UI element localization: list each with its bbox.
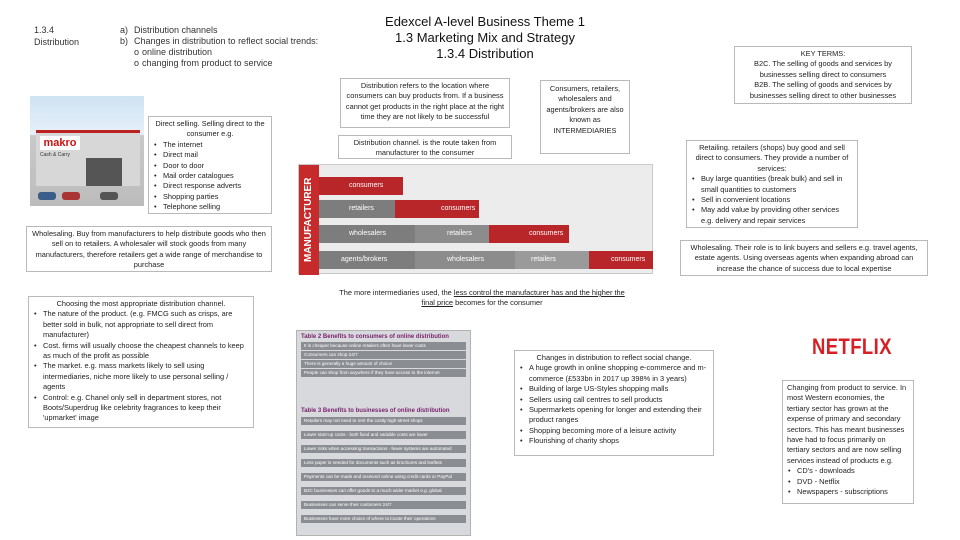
- channel-row-1: [319, 177, 403, 195]
- distribution-channel-definition: Distribution channel. is the route taken from manufacturer to the consumer: [338, 135, 512, 159]
- makro-sign: makro: [40, 136, 80, 150]
- list-item: • Direct response adverts: [153, 181, 267, 191]
- table-row: Retailers may not need to rent the costly high-street shops: [301, 417, 466, 425]
- store-entrance: [86, 158, 122, 186]
- retailing-intro: Retailing. retailers (shops) buy good and sell direct to consumers. They provide a number of services:: [695, 143, 849, 173]
- list-item: • Building of large US-Styles shopping malls: [519, 384, 709, 394]
- list-item: • Direct mail: [153, 150, 267, 160]
- channel-cell: wholesalers: [447, 256, 484, 263]
- choosing-channel-box: [28, 296, 254, 428]
- list-item: • Control: e.g. Chanel only sell in department stores, not Boots/Superdrug like celebrity fragrances to keep their 'upmarket' image: [33, 393, 249, 424]
- car: [100, 192, 118, 200]
- channel-cell: retailers: [447, 230, 472, 237]
- list-item: • Shopping parties: [153, 192, 267, 202]
- channel-cell: consumers: [349, 182, 384, 189]
- choosing-intro: Choosing the most appropriate distribution channel.: [56, 299, 226, 308]
- list-item: • Telephone selling: [153, 202, 267, 212]
- table-row: Businesses have more choice of where to locate their operations: [301, 515, 466, 523]
- spec-subitem: o online distribution: [134, 47, 213, 57]
- key-term-b2c: B2C. The selling of goods and services by businesses selling direct to consumers: [754, 59, 892, 79]
- channel-cell: agents/brokers: [341, 256, 388, 263]
- direct-selling-box: [148, 116, 272, 214]
- retailing-list: [691, 174, 853, 226]
- list-item: • DVD - Netflix: [787, 477, 909, 487]
- table-row: There is generally a huge amount of choice: [301, 360, 466, 368]
- product-to-service-list: [787, 466, 909, 497]
- spec-list: [120, 25, 330, 69]
- car: [62, 192, 80, 200]
- spec-topic: Distribution: [34, 37, 80, 47]
- retailing-box: [686, 140, 858, 228]
- table-row: People can shop from anywhere if they have access to the internet: [301, 369, 466, 377]
- list-item: • Shopping becoming more of a leisure activity: [519, 426, 709, 436]
- spec-subitem: o changing from product to service: [134, 58, 273, 68]
- table-row: It is cheaper because online retailers often have lower costs: [301, 342, 466, 350]
- list-item: • Supermarkets opening for longer and extending their product ranges: [519, 405, 709, 426]
- table-row: Payments can be made and received online using credit cards or PayPal: [301, 473, 466, 481]
- table3-title: Table 3 Benefits to businesses of online distribution: [301, 408, 450, 414]
- intermediaries-definition: Consumers, retailers, wholesalers and agents/brokers are also known as INTERMEDIARIES: [540, 80, 630, 154]
- table-row: Consumers can shop 24/7: [301, 351, 466, 359]
- makro-store-image: [30, 96, 144, 206]
- channel-row-3: [319, 225, 569, 243]
- product-to-service-box: [782, 380, 914, 504]
- list-item: • May add value by providing other services e.g. delivery and repair services: [691, 205, 853, 226]
- manufacturer-label: MANUFACTURER: [299, 165, 319, 275]
- wholesaling-right-box: Wholesaling. Their role is to link buyers and sellers e.g. travel agents, estate agents. Using overseas agents when expanding abroad can increase the chance of success due to local expertise: [680, 240, 928, 276]
- changes-intro: Changes in distribution to reflect social change.: [536, 353, 692, 362]
- online-distribution-tables: [296, 330, 471, 536]
- table-row: Lower start-up costs - both fixed and variable costs are lower: [301, 431, 466, 439]
- page-title: Edexcel A-level Business Theme 1 1.3 Marketing Mix and Strategy 1.3.4 Distribution: [385, 14, 585, 61]
- choosing-list: [33, 309, 249, 423]
- makro-sub-sign: Cash & Carry: [40, 152, 71, 158]
- list-item: • Cost. firms will usually choose the cheapest channels to keep as much of the profit as possible: [33, 341, 249, 362]
- table2-title: Table 2 Benefits to consumers of online distribution: [301, 334, 449, 340]
- channel-cell: retailers: [531, 256, 556, 263]
- car: [38, 192, 56, 200]
- wholesaling-left-box: Wholesaling. Buy from manufacturers to help distribute goods who then sell on to retailers. A wholesaler will stock goods from many manufacturers, therefore retailers get a wide range of merchandise to purchase: [26, 226, 272, 272]
- channel-cell: consumers: [529, 230, 564, 237]
- list-item: • Flourishing of charity shops: [519, 436, 709, 446]
- list-item: • A huge growth in online shopping e-commerce and m-commerce (£533bn in 2017 up 398% in 3 years): [519, 363, 709, 384]
- list-item: • Mail order catalogues: [153, 171, 267, 181]
- table-row: Businesses can serve their customers 24/7: [301, 501, 466, 509]
- channel-cell: consumers: [441, 205, 476, 212]
- spec-item-b: b) Changes in distribution to reflect social trends:: [120, 36, 319, 46]
- list-item: • Sell in convenient locations: [691, 195, 853, 205]
- channel-cell: wholesalers: [349, 230, 386, 237]
- spec-item-a: a) Distribution channels: [120, 25, 218, 35]
- distribution-definition: Distribution refers to the location where consumers can buy products from. If a business cannot get products in the right place at the right time they are not likely to be successful: [340, 78, 510, 128]
- list-item: • CD's - downloads: [787, 466, 909, 476]
- key-terms-box: [734, 46, 912, 104]
- table-row: B2C businesses can offer goods to a much wider market e.g. global: [301, 487, 466, 495]
- key-term-b2b: B2B. The selling of goods and services by businesses selling direct to other businesses: [749, 80, 897, 100]
- list-item: • The internet: [153, 140, 267, 150]
- distribution-channel-diagram: [298, 164, 653, 274]
- netflix-logo: NETFLIX: [812, 334, 892, 359]
- list-item: • Newspapers - subscriptions: [787, 487, 909, 497]
- channel-row-4: [319, 251, 653, 269]
- list-item: • Buy large quantities (break bulk) and sell in small quantities to customers: [691, 174, 853, 195]
- changes-box: [514, 350, 714, 456]
- direct-selling-list: [153, 140, 267, 213]
- direct-selling-intro: Direct selling. Selling direct to the consumer e.g.: [155, 119, 265, 139]
- spec-code: 1.3.4: [34, 25, 55, 35]
- intermediaries-note: The more intermediaries used, the less control the manufacturer has and the higher the final price becomes for the consumer: [339, 288, 625, 308]
- channel-cell: retailers: [349, 205, 374, 212]
- key-terms-title: KEY TERMS:: [800, 49, 846, 58]
- list-item: • Sellers using call centres to sell products: [519, 395, 709, 405]
- list-item: • Door to door: [153, 161, 267, 171]
- channel-row-2: [319, 200, 479, 218]
- table-row: Lower risks when accessing transactions - fewer systems are automated: [301, 445, 466, 453]
- list-item: • The market. e.g. mass markets likely to sell using intermediaries, niche more likely to use personal selling / agents: [33, 361, 249, 392]
- product-to-service-intro: Changing from product to service. In most Western economies, the tertiary sector has grown at the expense of primary and secondary sectors. This has meant businesses have had to focus primarily on tertiary sectors and are now selling services instead of products e.g.: [787, 383, 907, 465]
- channel-cell: consumers: [611, 256, 646, 263]
- list-item: • The nature of the product. (e.g. FMCG such as crisps, are better sold in bulk, not appropriate to sell direct from manufacturer): [33, 309, 249, 340]
- changes-list: [519, 363, 709, 446]
- table-row: Less paper is needed for documents such as brochures and leaflets: [301, 459, 466, 467]
